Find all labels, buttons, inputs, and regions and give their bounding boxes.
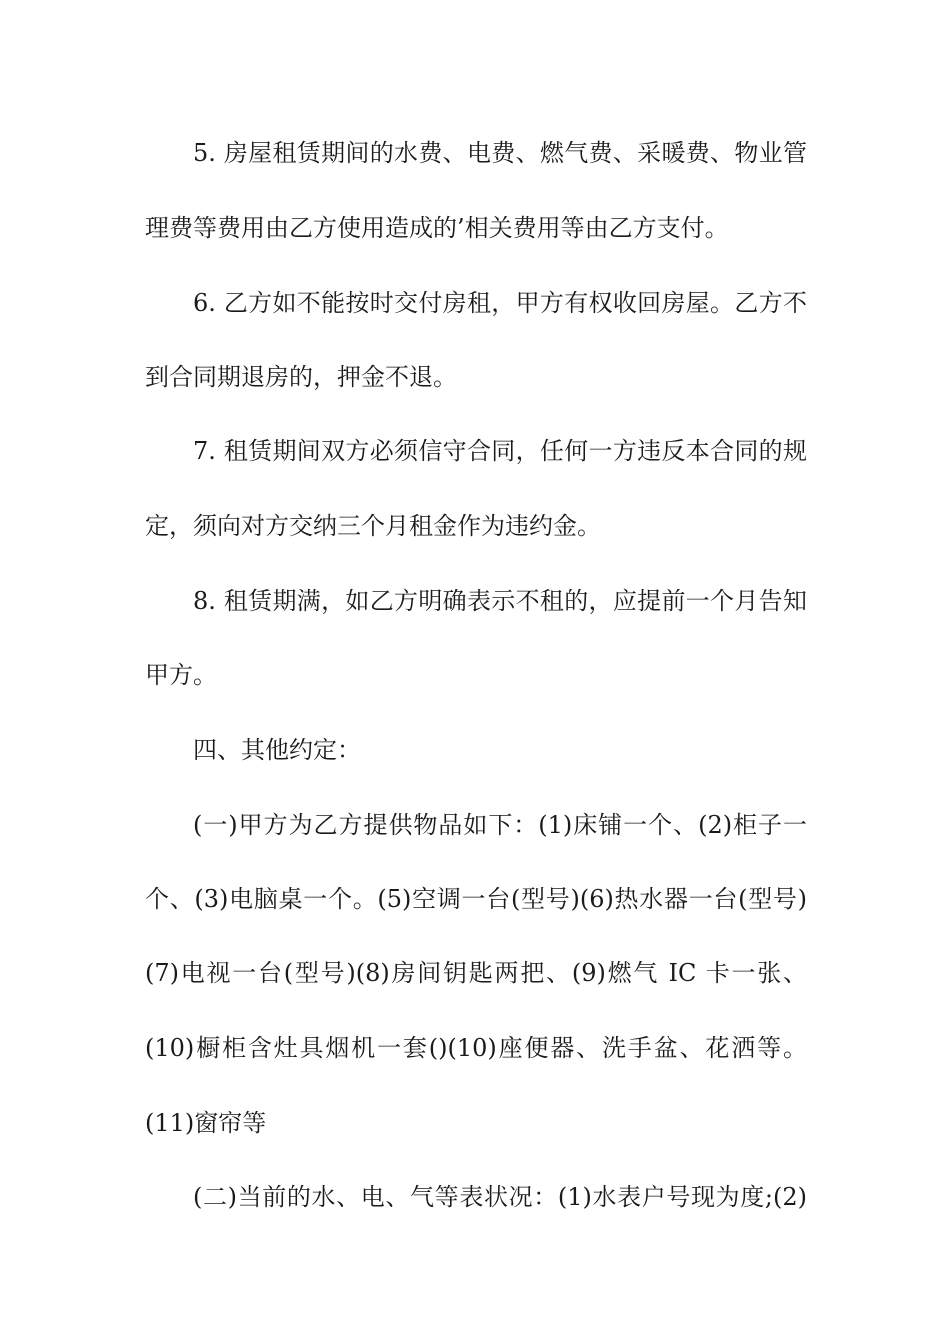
item-list-line-5: (11)窗帘等 bbox=[145, 1109, 267, 1137]
clause-5-line-1: 5. 房屋租赁期间的水费、电费、燃气费、采暖费、物业管 bbox=[193, 139, 807, 167]
item-list-line-3: (7)电视一台(型号)(8)房间钥匙两把、(9)燃气 IC 卡一张、 bbox=[145, 959, 807, 987]
clause-7-line-2: 定，须向对方交纳三个月租金作为违约金。 bbox=[145, 512, 601, 540]
meter-status-line-1: (二)当前的水、电、气等表状况：(1)水表户号现为度;(2) bbox=[193, 1183, 807, 1211]
clause-6-line-2: 到合同期退房的，押金不退。 bbox=[145, 363, 457, 391]
clause-7-line-1: 7. 租赁期间双方必须信守合同，任何一方违反本合同的规 bbox=[193, 437, 807, 465]
item-list-line-4: (10)橱柜含灶具烟机一套()(10)座便器、洗手盆、花洒等。 bbox=[145, 1034, 807, 1062]
clause-8-line-2: 甲方。 bbox=[145, 661, 217, 689]
item-list-line-1: (一)甲方为乙方提供物品如下：(1)床铺一个、(2)柜子一 bbox=[193, 811, 807, 839]
clause-8-line-1: 8. 租赁期满，如乙方明确表示不租的，应提前一个月告知 bbox=[193, 587, 807, 615]
clause-5-line-2: 理费等费用由乙方使用造成的’相关费用等由乙方支付。 bbox=[145, 214, 729, 242]
section-heading: 四、其他约定： bbox=[193, 736, 361, 764]
item-list-line-2: 个、(3)电脑桌一个。(5)空调一台(型号)(6)热水器一台(型号) bbox=[145, 885, 807, 913]
clause-6-line-1: 6. 乙方如不能按时交付房租，甲方有权收回房屋。乙方不 bbox=[193, 289, 807, 317]
